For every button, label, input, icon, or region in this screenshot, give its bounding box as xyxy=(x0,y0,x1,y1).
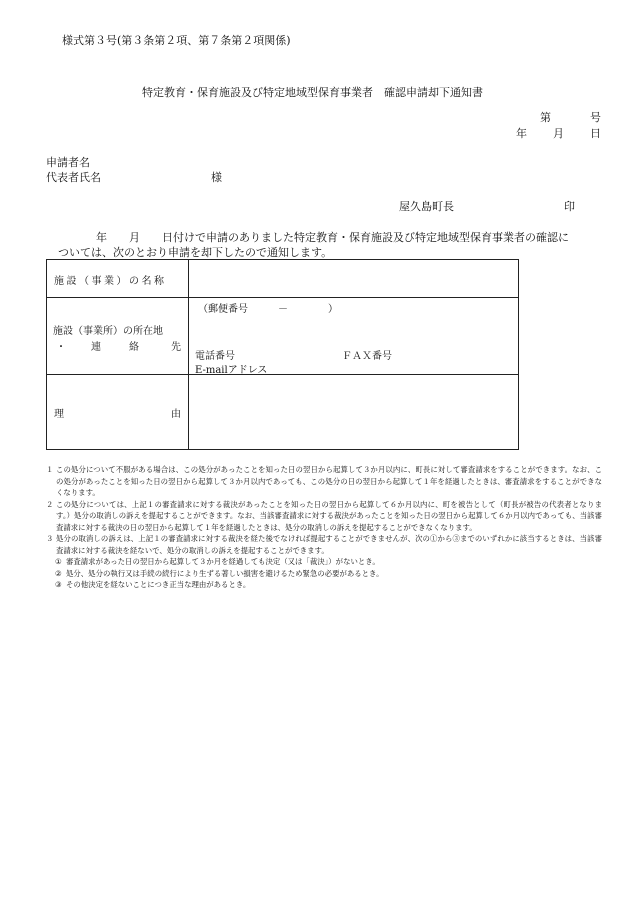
subnote-item xyxy=(46,579,602,591)
document-title: 特定教育・保育施設及び特定地域型保育事業者 確認申請却下通知書 xyxy=(142,86,483,99)
subnote-text: 審査請求があった日の翌日から起算して３か月を経過しても決定（又は「裁決」）がないとき。 xyxy=(66,557,380,566)
email-label: E-mailアドレス xyxy=(195,365,268,376)
fax-label: ＦＡＸ番号 xyxy=(342,351,392,362)
number-label-go: 号 xyxy=(590,111,601,124)
phone-label: 電話番号 xyxy=(195,351,235,362)
issuer-name: 屋久島町長 xyxy=(399,200,454,213)
note-number: １ xyxy=(46,465,54,474)
table-column-divider xyxy=(188,260,189,449)
table-row-divider xyxy=(47,297,518,298)
note-item xyxy=(46,533,602,556)
facility-name-label: 施設（事業）の名称 xyxy=(54,276,167,287)
address-label-dot: ・ xyxy=(56,342,66,353)
note-text: この処分について不服がある場合は、この処分があったことを知った日の翌日から起算して３か月以内に、町長に対して審査請求をすることができます。なお、この処分があったことを知った日の翌日から起算して３か月以内であっても、この処分の日の翌日から起算して１年を経過したときは、審査請求をすることができなくなります。 xyxy=(56,465,602,497)
address-label-line1: 施設（事業所）の所在地 xyxy=(53,326,163,337)
date-year: 年 xyxy=(516,127,527,140)
subnote-number: ② xyxy=(55,568,62,578)
body-text-line2: ついては、次のとおり申請を却下したので通知します。 xyxy=(58,246,333,259)
note-item xyxy=(46,464,602,499)
note-number: ３ xyxy=(46,534,54,543)
facility-table xyxy=(46,259,519,450)
representative-label: 代表者氏名 xyxy=(46,171,101,184)
note-text: 処分の取消しの訴えは、上記１の審査請求に対する裁決を経た後でなければ提起することができませんが、次の①から③までのいずれかに該当するときは、当該審査請求に対する裁決を経ないで、処分の取消しの訴えを提起することができます。 xyxy=(56,534,602,555)
postal-code-label: （郵便番号 － ） xyxy=(198,304,338,315)
table-row-divider xyxy=(47,374,518,375)
subnote-number: ③ xyxy=(55,580,62,589)
subnote-text: その他決定を経ないことにつき正当な理由があるとき。 xyxy=(66,580,251,589)
note-item xyxy=(46,499,602,534)
address-label-saki: 先 xyxy=(171,342,181,353)
honorific: 様 xyxy=(211,171,222,184)
subnote-text: 処分、処分の執行又は手続の続行により生ずる著しい損害を避けるため緊急の必要があるとき。 xyxy=(66,568,384,578)
date-day: 日 xyxy=(590,127,601,140)
address-label-raku: 絡 xyxy=(129,342,139,353)
subnote-item xyxy=(46,556,602,568)
address-label-ren: 連 xyxy=(91,342,101,353)
date-month: 月 xyxy=(553,127,564,140)
body-text-line1: 年 月 日付けで申請のありました特定教育・保育施設及び特定地域型保育事業者の確認に xyxy=(96,231,569,244)
applicant-name-label: 申請者名 xyxy=(46,156,90,169)
subnote-number: ① xyxy=(55,557,62,566)
reason-label-ri: 理 xyxy=(54,409,64,420)
notes-section xyxy=(46,464,602,591)
note-text: この処分については、上記１の審査請求に対する裁決があったことを知った日の翌日から起算して６か月以内に、町を被告として（町長が被告の代表者となります。）処分の取消しの訴えを提起することができます。なお、当該審査請求に対する裁決があったことを知った日の翌日から起算して６か月以内であっても、当該審査請求に対する裁決の日の翌日から起算して１年を経過したときは、処分の取消しの訴えを提起することができなくなります。 xyxy=(56,499,602,532)
form-number: 様式第３号(第３条第２項、第７条第２項関係) xyxy=(62,34,291,47)
subnote-item xyxy=(46,568,602,580)
number-label-dai: 第 xyxy=(540,111,551,124)
reason-label-yu: 由 xyxy=(171,409,181,420)
note-number: ２ xyxy=(46,499,54,509)
seal-mark: 印 xyxy=(564,200,575,213)
